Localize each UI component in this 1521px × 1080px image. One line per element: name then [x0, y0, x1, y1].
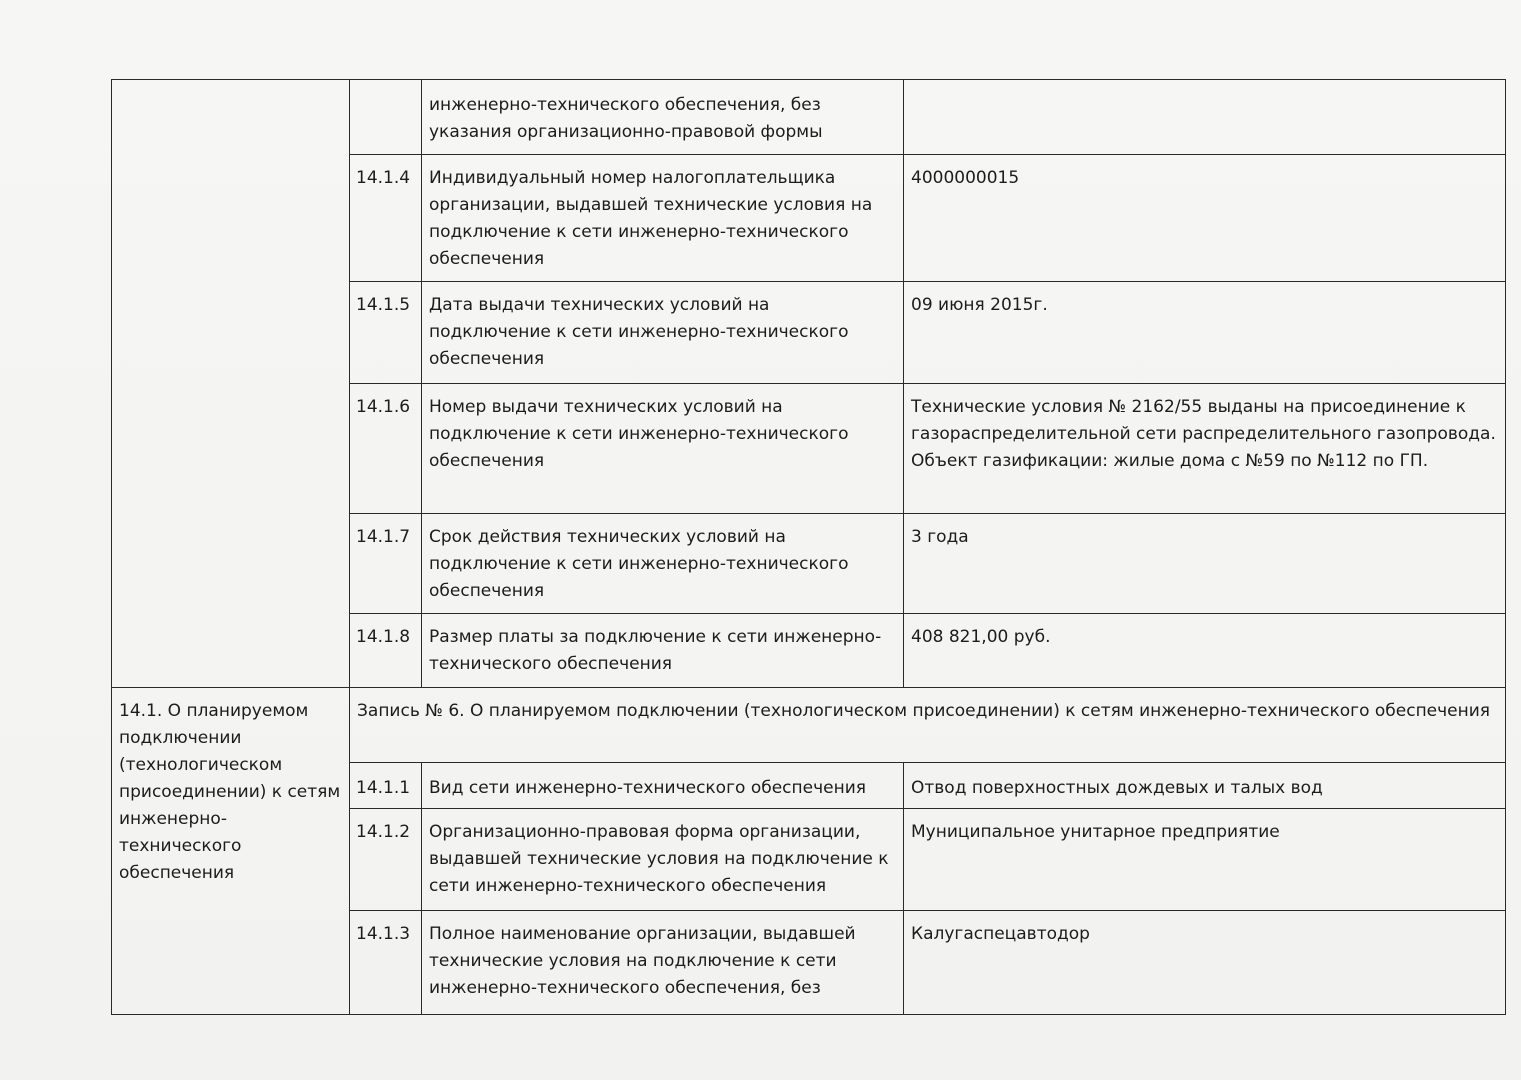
table-row	[112, 688, 1506, 763]
row-label: Организационно-правовая форма организации, выдавшей технические условия на подключение к сети инженерно-технического обеспечения	[422, 809, 904, 911]
value-line: Технические условия № 2162/55 выданы на присоединение к газораспределительной сети распределительного газопровода.	[911, 397, 1496, 444]
section-cell-empty	[112, 80, 350, 688]
row-label: Срок действия технических условий на подключение к сети инженерно-технического обеспечения	[422, 514, 904, 614]
row-number	[350, 80, 422, 155]
row-number: 14.1.7	[350, 514, 422, 614]
row-label: Вид сети инженерно-технического обеспечения	[422, 763, 904, 809]
row-value: Муниципальное унитарное предприятие	[904, 809, 1506, 911]
row-label: Размер платы за подключение к сети инженерно-технического обеспечения	[422, 614, 904, 688]
row-value: 408 821,00 руб.	[904, 614, 1506, 688]
row-value: Отвод поверхностных дождевых и талых вод	[904, 763, 1506, 809]
developer-declaration-table	[111, 79, 1506, 1015]
row-number: 14.1.6	[350, 384, 422, 514]
row-label: инженерно-технического обеспечения, без указания организационно-правовой формы	[422, 80, 904, 155]
row-number: 14.1.2	[350, 809, 422, 911]
record-title: Запись № 6. О планируемом подключении (технологическом присоединении) к сетям инженерно-технического обеспечения	[350, 688, 1506, 763]
row-number: 14.1.3	[350, 911, 422, 1015]
row-label: Полное наименование организации, выдавшей технические условия на подключение к сети инженерно-технического обеспечения, без	[422, 911, 904, 1015]
row-number: 14.1.1	[350, 763, 422, 809]
row-label: Дата выдачи технических условий на подключение к сети инженерно-технического обеспечения	[422, 282, 904, 384]
row-label: Номер выдачи технических условий на подключение к сети инженерно-технического обеспечения	[422, 384, 904, 514]
row-label: Индивидуальный номер налогоплательщика организации, выдавшей технические условия на подключение к сети инженерно-технического обеспечения	[422, 155, 904, 282]
row-value	[904, 80, 1506, 155]
row-value	[904, 384, 1506, 514]
row-value: Калугаспецавтодор	[904, 911, 1506, 1015]
row-value: 3 года	[904, 514, 1506, 614]
row-number: 14.1.5	[350, 282, 422, 384]
row-number: 14.1.8	[350, 614, 422, 688]
row-value: 4000000015	[904, 155, 1506, 282]
row-number: 14.1.4	[350, 155, 422, 282]
section-title: 14.1. О планируемом подключении (технологическом присоединении) к сетям инженерно-технического обеспечения	[112, 688, 350, 1015]
row-value: 09 июня 2015г.	[904, 282, 1506, 384]
table-row	[112, 80, 1506, 155]
value-line: Объект газификации: жилые дома с №59 по №112 по ГП.	[911, 451, 1429, 471]
